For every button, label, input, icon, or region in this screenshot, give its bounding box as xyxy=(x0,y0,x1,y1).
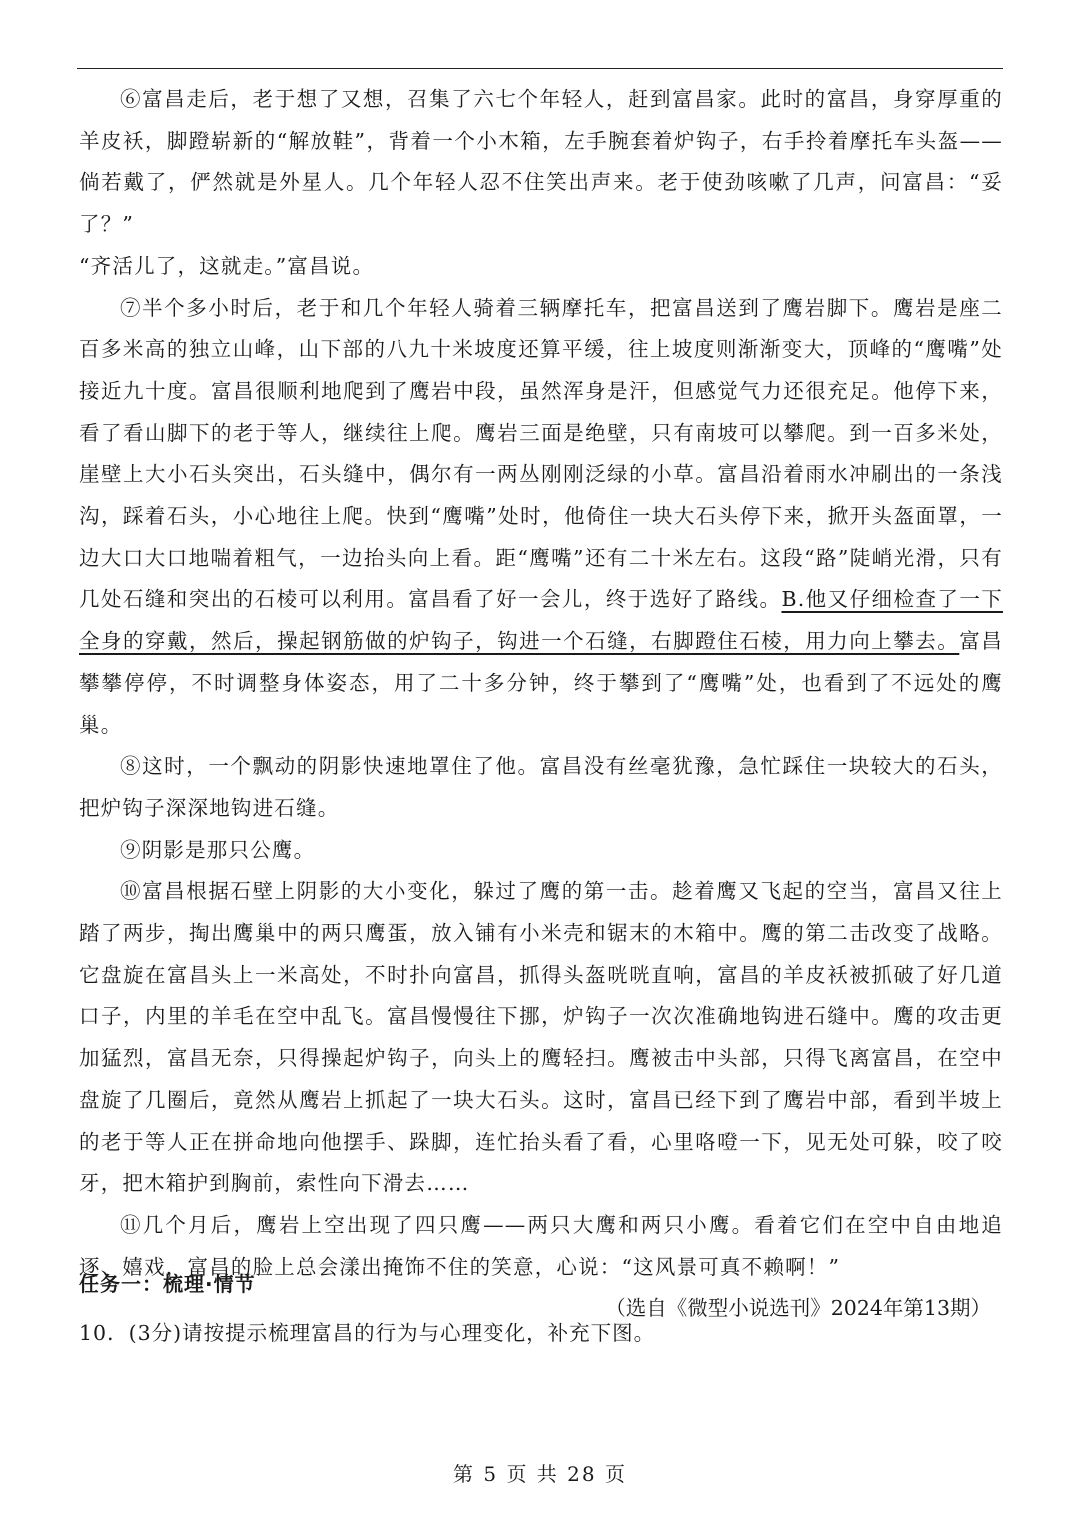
paragraph-7-text: ⑦半个多小时后，老于和几个年轻人骑着三辆摩托车，把富昌送到了鹰岩脚下。鹰岩是座二百多米高的独立山峰，山下部的八九十米坡度还算平缓，往上坡度则渐渐变大，顶峰的“鹰嘴”处接近九十度。富昌很顺利地爬到了鹰岩中段，虽然浑身是汗，但感觉气力还很充足。他停下来，看了看山脚下的老于等人，继续往上爬。鹰岩三面是绝壁，只有南坡可以攀爬。到一百多米处，崖壁上大小石头突出，石头缝中，偶尔有一两丛刚刚泛绿的小草。富昌沿着雨水冲刷出的一条浅沟，踩着石头，小心地往上爬。快到“鹰嘴”处时，他倚住一块大石头停下来，掀开头盔面罩，一边大口大口地喘着粗气，一边抬头向上看。距“鹰嘴”还有二十米左右。这段“路”陡峭光滑，只有几处石缝和突出的石棱可以利用。富昌看了好一会儿，终于选好了路线。 xyxy=(79,295,1003,612)
paragraph-6: ⑥富昌走后，老于想了又想，召集了六七个年轻人，赶到富昌家。此时的富昌，身穿厚重的羊皮袄，脚蹬崭新的“解放鞋”，背着一个小木箱，左手腕套着炉钩子，右手拎着摩托车头盔——倘若戴了，俨然就是外星人。几个年轻人忍不住笑出声来。老于使劲咳嗽了几声，问富昌：“妥了？” xyxy=(79,87,1003,237)
top-divider xyxy=(77,68,1003,69)
story-text xyxy=(79,79,1003,1330)
paragraph-6-dialogue: “齐活儿了，这就走。”富昌说。 xyxy=(79,253,375,278)
paragraph-10: ⑩富昌根据石壁上阴影的大小变化，躲过了鹰的第一击。趁着鹰又飞起的空当，富昌又往上踏了两步，掏出鹰巢中的两只鹰蛋，放入铺有小米壳和锯末的木箱中。鹰的第二击改变了战略。它盘旋在富昌头上一米高处，不时扑向富昌，抓得头盔咣咣直响，富昌的羊皮袄被抓破了好几道口子，内里的羊毛在空中乱飞。富昌慢慢往下挪，炉钩子一次次准确地钩进石缝中。鹰的攻击更加猛烈，富昌无奈，只得操起炉钩子，向头上的鹰轻扫。鹰被击中头部，只得飞离富昌，在空中盘旋了几圈后，竟然从鹰岩上抓起了一块大石头。这时，富昌已经下到了鹰岩中部，看到半坡上的老于等人正在拼命地向他摆手、跺脚，连忙抬头看了看，心里咯噔一下，见无处可躲，咬了咬牙，把木箱护到胸前，索性向下滑去…… xyxy=(79,879,1003,1196)
paragraph-7 xyxy=(79,288,1003,747)
paragraph-9: ⑨阴影是那只公鹰。 xyxy=(120,837,316,862)
underlined-sentence-b: B.他又仔细检查了一下全身的穿戴，然后，操起钢筋做的炉钩子，钩进一个石缝，右脚蹬住石棱，用力向上攀去。 xyxy=(79,587,1003,654)
paragraph-8: ⑧这时，一个飘动的阴影快速地罩住了他。富昌没有丝毫犹豫，急忙踩住一块较大的石头，把炉钩子深深地钩进石缝。 xyxy=(79,754,1003,820)
task-heading: 任务一：梳理·情节 xyxy=(79,1272,256,1296)
question-10: 10．(3分)请按提示梳理富昌的行为与心理变化，补充下图。 xyxy=(79,1321,656,1345)
source-citation: （选自《微型小说选刊》2024年第13期） xyxy=(605,1296,991,1321)
paragraph-7-tail: 富昌攀攀停停，不时调整身体姿态，用了二十多分钟，终于攀到了“鹰嘴”处，也看到了不远处的鹰巢。 xyxy=(79,629,1004,737)
page-number: 第 5 页 共 28 页 xyxy=(453,1462,627,1486)
paragraph-11: ⑪几个月后，鹰岩上空出现了四只鹰——两只大鹰和两只小鹰。看着它们在空中自由地追逐、嬉戏，富昌的脸上总会漾出掩饰不住的笑意，心说：“这风景可真不赖啊！” xyxy=(79,1212,1003,1279)
